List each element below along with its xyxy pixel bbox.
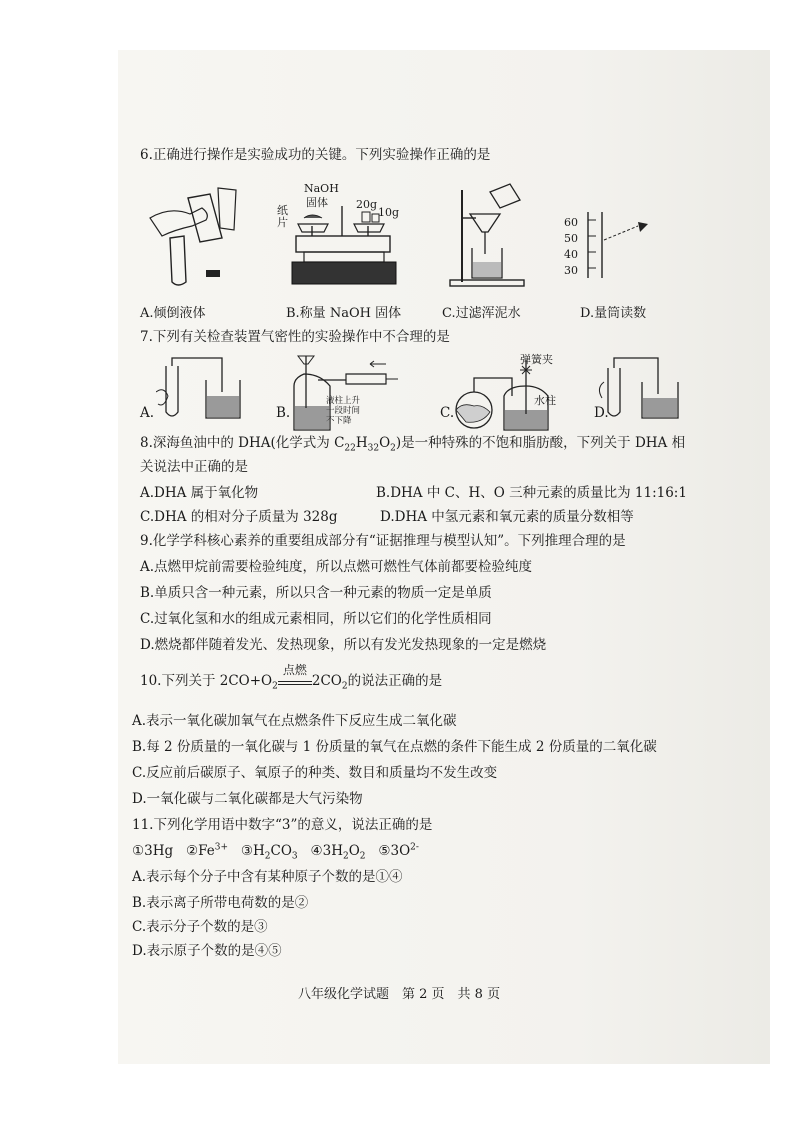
q8-option-a: A.DHA 属于氧化物 xyxy=(140,485,259,501)
q9-option-c: C.过氧化氢和水的组成元素相同，所以它们的化学性质相同 xyxy=(140,611,492,627)
fig-b-naoh-label: NaOH xyxy=(304,182,339,195)
fig-b-note-2: 一段时间 xyxy=(326,406,361,416)
q11-option-b: B.表示离子所带电荷数的是② xyxy=(132,895,309,911)
airtight-figure-a xyxy=(156,352,246,424)
fig-b-solid-label: 固体 xyxy=(306,196,328,209)
q8-stem-line1: 8.深海鱼油中的 DHA(化学式为 $C_{22}H_{32}O_2$)是一种特殊的不饱和脂肪酸，下列关于 DHA 相 xyxy=(140,435,686,454)
cyl-tick-40: 40 xyxy=(564,248,578,261)
pouring-liquid-figure xyxy=(140,178,250,288)
q11-option-d: D.表示原子个数的是④⑤ xyxy=(132,943,282,959)
q6-option-b: B.称量 NaOH 固体 xyxy=(286,306,402,321)
cylinder-figure xyxy=(580,210,660,280)
q7-option-b: B. xyxy=(276,405,291,421)
filtration-figure xyxy=(440,178,540,290)
q6-stem: 6.正确进行操作是实验成功的关键。下列实验操作正确的是 xyxy=(140,147,491,163)
q7-stem: 7.下列有关检查装置气密性的实验操作中不合理的是 xyxy=(140,329,450,345)
cyl-tick-60: 60 xyxy=(564,216,578,229)
page-footer: 八年级化学试题 第 2 页 共 8 页 xyxy=(298,987,501,1002)
q11-item-5: $⑤3O^{2-}$ xyxy=(378,842,419,859)
cyl-tick-50: 50 xyxy=(564,232,578,245)
q8-option-b: B.DHA 中 C、H、O 三种元素的质量比为 11:16:1 xyxy=(376,485,687,501)
q10-option-c: C.反应前后碳原子、氧原子的种类、数目和质量均不发生改变 xyxy=(132,765,498,781)
q10-stem: 10.下列关于 $2CO+O_2$ 点燃 $2CO_2$的说法正确的是 xyxy=(140,663,443,692)
q8-option-c: C.DHA 的相对分子质量为 328g xyxy=(140,509,338,525)
fig-c-clamp-label: 弹簧夹 xyxy=(520,353,553,366)
q11-item-4: $④3H_2O_2$ xyxy=(310,843,366,862)
fig-c-water-label: 水柱 xyxy=(534,394,556,407)
q6-option-d: D.量筒读数 xyxy=(580,306,647,321)
q11-option-c: C.表示分子个数的是③ xyxy=(132,919,268,935)
cyl-tick-30: 30 xyxy=(564,264,578,277)
q7-option-c: C. xyxy=(440,405,455,421)
q9-option-d: D.燃烧都伴随着发光、发热现象，所以有发光发热现象的一定是燃烧 xyxy=(140,637,547,653)
q11-item-3: $③H_2CO_3$ xyxy=(240,843,298,862)
fig-b-note-1: 液柱上升 xyxy=(326,396,361,406)
fig-b-weight-20g: 20g xyxy=(356,198,378,211)
fig-b-note-3: 不下降 xyxy=(326,416,352,426)
q6-option-a: A.倾倒液体 xyxy=(140,306,206,321)
q8-option-d: D.DHA 中氢元素和氧元素的质量分数相等 xyxy=(380,509,634,525)
q11-option-a: A.表示每个分子中含有某种原子个数的是①④ xyxy=(132,869,403,885)
q9-option-a: A.点燃甲烷前需要检验纯度，所以点燃可燃性气体前都要检验纯度 xyxy=(140,559,533,575)
q11-stem: 11.下列化学用语中数字“3”的意义，说法正确的是 xyxy=(132,817,433,833)
fig-b-weight-10g: 10g xyxy=(378,206,400,219)
q11-items xyxy=(132,842,419,860)
q7-option-d: D. xyxy=(594,405,609,421)
q10-option-d: D.一氧化碳与二氧化碳都是大气污染物 xyxy=(132,791,363,807)
q7-option-a: A. xyxy=(140,405,155,421)
q8-stem-line2: 关说法中正确的是 xyxy=(140,459,248,475)
q9-option-b: B.单质只含一种元素，所以只含一种元素的物质一定是单质 xyxy=(140,585,492,601)
q11-item-1: ①3Hg xyxy=(132,843,174,859)
q9-stem: 9.化学学科核心素养的重要组成部分有“证据推理与模型认知”。下列推理合理的是 xyxy=(140,533,626,549)
q10-option-b: B.每 2 份质量的一氧化碳与 1 份质量的氧气在点燃的条件下能生成 2 份质量的二氧化碳 xyxy=(132,739,657,755)
q6-option-c: C.过滤浑泥水 xyxy=(442,306,521,321)
q10-option-a: A.表示一氧化碳加氧气在点燃条件下反应生成二氧化碳 xyxy=(132,713,457,729)
q10-condition: 点燃 xyxy=(282,663,307,677)
fig-b-paper-label-1: 纸 xyxy=(277,204,288,217)
q11-item-2: $②Fe^{3+}$ xyxy=(185,842,228,859)
fig-b-paper-label-2: 片 xyxy=(277,216,288,229)
